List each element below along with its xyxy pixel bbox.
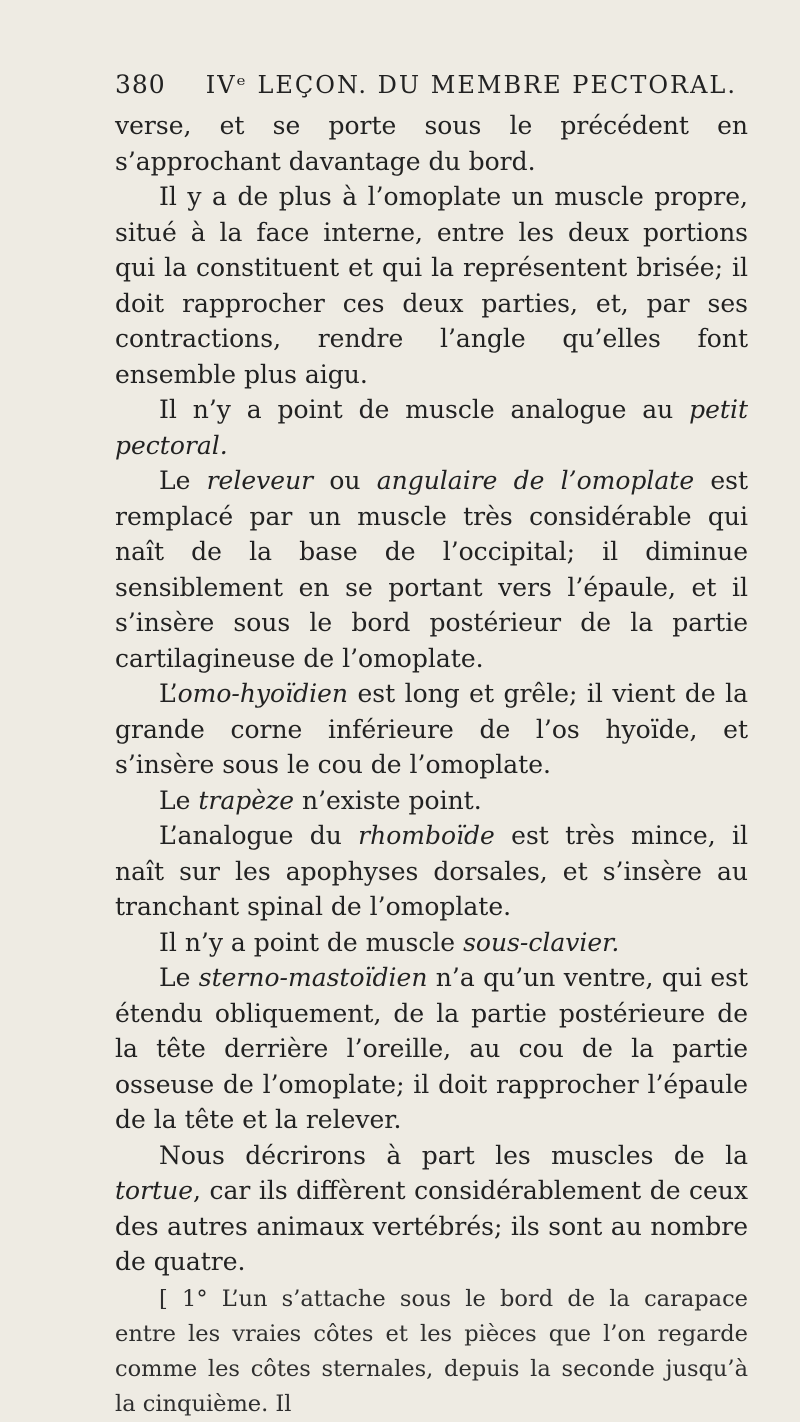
paragraph-releveur [115, 463, 748, 676]
page-header [115, 70, 748, 99]
page-number: 380 [115, 70, 166, 99]
italic-term: omo-hyoïdien [177, 679, 348, 708]
paragraph-text: n’a qu’un ventre, qui est étendu obliquement, de la partie postérieure de la tête derrière l’oreille, au cou de la partie osseuse de l’omoplate; il doit rapprocher l’épaule de la tête et la relever. [115, 963, 748, 1134]
italic-term: rhomboïde [358, 821, 495, 850]
italic-term: sterno-mastoïdien [198, 963, 428, 992]
footnote-bracket: [ [159, 1285, 168, 1312]
italic-term: trapèze [198, 785, 295, 815]
footnote-paragraph [115, 1282, 748, 1422]
paragraph-petit-pectoral [115, 392, 748, 463]
paragraph-text: Nous décrirons à part les muscles de la [159, 1140, 748, 1170]
paragraph-text: est très mince, il naît sur les apophyses dorsales, et s’insère au tranchant spinal de l’omoplate. [115, 821, 748, 921]
italic-term: sous-clavier. [463, 927, 620, 957]
paragraph-muscle-propre [115, 179, 748, 392]
paragraph-text: est long et grêle; il vient de la grande corne inférieure de l’os hyoïde, et s’insère sous le cou de l’omoplate. [115, 679, 748, 779]
paragraph-text: Le [159, 963, 199, 992]
paragraph-text: n’existe point. [294, 785, 482, 815]
paragraph-text: L’analogue du [159, 821, 359, 850]
italic-term: releveur [206, 466, 314, 495]
page-body [115, 108, 748, 1422]
paragraph-text: Il n’y a point de muscle [159, 927, 464, 957]
paragraph-text: Le [159, 466, 207, 495]
paragraph-text: Le [159, 785, 199, 815]
paragraph-text: est remplacé par un muscle très considérable qui naît de la base de l’occipital; il diminue sensiblement en se portant vers l’épaule, et il s’insère sous le bord postérieur de la partie cartilagineuse de l’omoplate. [115, 466, 749, 673]
paragraph-trapeze [115, 783, 748, 819]
paragraph-rhomboide [115, 818, 748, 925]
footnote-text: 1° L’un s’attache sous le bord de la carapace entre les vraies côtes et les pièces que l’on regarde comme les côtes sternales, depuis la seconde jusqu’à la cinquième. Il [115, 1285, 748, 1417]
paragraph-text: Il n’y a point de muscle analogue au [159, 395, 690, 424]
paragraph-omo-hyoidien [115, 676, 748, 783]
paragraph-sous-clavier [115, 925, 748, 961]
paragraph-text: , car ils diffèrent considérablement de ceux des autres animaux vertébrés; ils sont au nombre de quatre. [115, 1176, 748, 1276]
paragraph-continuation [115, 108, 748, 179]
paragraph-tortue [115, 1138, 748, 1280]
italic-term: petit pectoral. [115, 395, 748, 460]
italic-term: angulaire de l’omoplate [376, 466, 695, 495]
paragraph-text: Il y a de plus à l’omoplate un muscle propre, situé à la face interne, entre les deux portions qui la constituent et qui la représentent brisée; il doit rapprocher ces deux parties, et, par ses contractions, rendre l’angle qu’elles font ensemble plus aigu. [115, 182, 748, 389]
running-title: IVᵉ LEÇON. DU MEMBRE PECTORAL. [205, 71, 737, 99]
italic-term: tortue [115, 1176, 193, 1205]
paragraph-text: L’ [159, 679, 178, 708]
paragraph-text: verse, et se porte sous le précédent en s’approchant davantage du bord. [115, 111, 748, 176]
paragraph-text: ou [313, 466, 377, 495]
paragraph-sterno-mastoidien [115, 960, 748, 1138]
